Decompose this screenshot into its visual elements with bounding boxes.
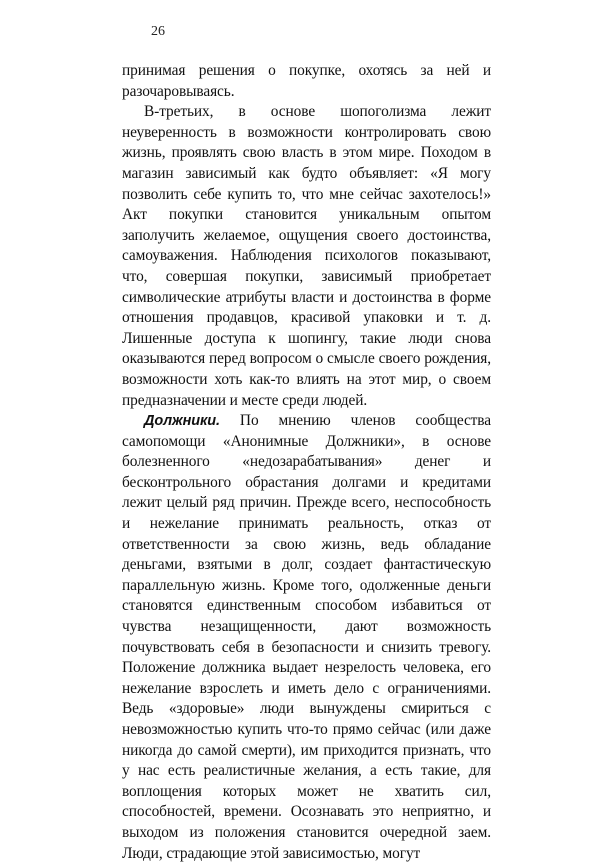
paragraph-debtors — [122, 411, 491, 864]
section-heading-debtors: Должники. — [144, 413, 220, 430]
page-number: 26 — [151, 24, 165, 39]
paragraph-continuation: принимая решения о покупке, охотясь за ней и разочаровываясь. — [122, 62, 491, 100]
paragraph-debtors-text: По мнению членов сообщества самопомощи «Анонимные Должники», в основе болезненного «недозарабатывания» денег и бесконтрольного обрастания долгами и кредитами лежит целый ряд причин. Прежде всего, неспособность и нежелание принимать реальность, отказ от ответственности за свою жизнь, ведь обладание деньгами, взятыми в долг, создает фантастическую параллельную жизнь. Кроме того, одолженные деньги становятся единственным способом избавиться от чувства незащищенности, дают возможность почувствовать себя в безопасности и снизить тревогу. Положение должника выдает незрелость человека, его нежелание взрослеть и иметь дело с ограничениями. Ведь «здоровые» люди вынуждены смириться с невозможностью купить что-то прямо сейчас (или даже никогда до самой смерти), им приходится признать, что у нас есть реалистичные желания, а есть такие, для воплощения которых может не хватить сил, способностей, времени. Осознавать это неприятно, и выходом из положения становится очередной заем. Люди, страдающие этой зависимостью, могут — [122, 412, 491, 862]
body-text — [122, 61, 491, 864]
paragraph-shopaholism: В-третьих, в основе шопоголизма лежит неуверенность в возможности контролировать свою жизнь, проявлять свою власть в этом мире. Походом в магазин зависимый как будто объявляет: «Я могу позволить себе купить то, что мне сейчас захотелось!» Акт покупки становится уникальным опытом заполучить желаемое, ощущения своего достоинства, самоуважения. Наблюдения психологов показывают, что, совершая покупки, зависимый приобретает символические атрибуты власти и достоинства в форме отношения продавцов, красивой упаковки и т. д. Лишенные доступа к шопингу, такие люди снова оказываются перед вопросом о смысле своего рождения, возможности хоть как-то влиять на этот мир, о своем предназначении и месте среди людей. — [122, 103, 491, 409]
